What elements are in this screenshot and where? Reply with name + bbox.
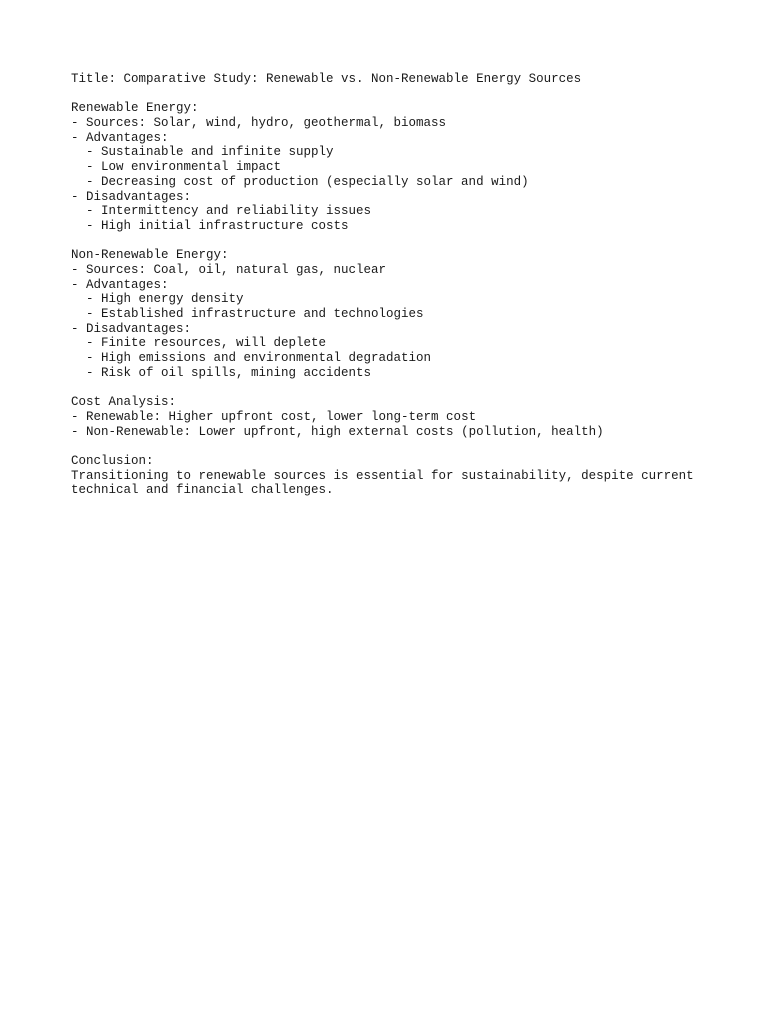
- conclusion-text-line: Transitioning to renewable sources is essential for sustainability, despite current: [71, 468, 694, 483]
- nonrenewable-disadvantage-item: - Finite resources, will deplete: [86, 336, 327, 351]
- blank-line: [71, 439, 751, 454]
- blank-line: [71, 87, 751, 102]
- renewable-sources: - Sources: Solar, wind, hydro, geothermal, biomass: [71, 116, 447, 131]
- document-title: Title: Comparative Study: Renewable vs. Non-Renewable Energy Sources: [71, 72, 582, 86]
- renewable-advantage-item: - Low environmental impact: [86, 160, 282, 175]
- blank-line: [71, 234, 751, 249]
- conclusion-heading: Conclusion:: [71, 453, 154, 468]
- renewable-advantages-label: - Advantages:: [71, 130, 169, 145]
- cost-item: - Non-Renewable: Lower upfront, high external costs (pollution, health): [71, 424, 604, 439]
- renewable-heading: Renewable Energy:: [71, 101, 199, 116]
- nonrenewable-sources: - Sources: Coal, oil, natural gas, nuclear: [71, 262, 387, 277]
- renewable-disadvantage-item: - Intermittency and reliability issues: [86, 204, 372, 219]
- nonrenewable-disadvantages-label: - Disadvantages:: [71, 321, 192, 336]
- cost-item: - Renewable: Higher upfront cost, lower long-term cost: [71, 409, 477, 424]
- renewable-disadvantage-item: - High initial infrastructure costs: [86, 218, 349, 233]
- renewable-advantage-item: - Decreasing cost of production (especially solar and wind): [86, 174, 529, 189]
- document-body: [71, 72, 751, 498]
- nonrenewable-disadvantage-item: - High emissions and environmental degradation: [86, 351, 432, 366]
- cost-heading: Cost Analysis:: [71, 395, 177, 410]
- nonrenewable-advantages-label: - Advantages:: [71, 277, 169, 292]
- nonrenewable-heading: Non-Renewable Energy:: [71, 248, 229, 263]
- nonrenewable-disadvantage-item: - Risk of oil spills, mining accidents: [86, 365, 372, 380]
- nonrenewable-advantage-item: - High energy density: [86, 292, 244, 307]
- renewable-disadvantages-label: - Disadvantages:: [71, 189, 192, 204]
- nonrenewable-advantage-item: - Established infrastructure and technologies: [86, 307, 424, 321]
- conclusion-text-line: technical and financial challenges.: [71, 483, 334, 498]
- blank-line: [71, 380, 751, 395]
- renewable-advantage-item: - Sustainable and infinite supply: [86, 145, 334, 160]
